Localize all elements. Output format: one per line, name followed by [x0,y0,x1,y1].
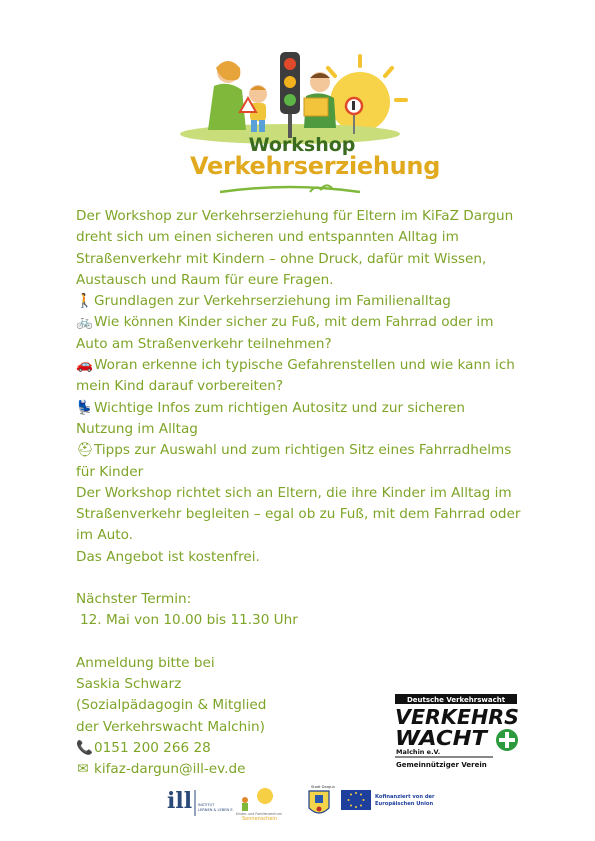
next-date: 12. Mai von 10.00 bis 11.30 Uhr [80,612,298,629]
dargun-crest-icon [309,785,335,813]
contact-role: (Sozialpädagogin & Mitglied [76,697,267,714]
eu-line1: Kofinanziert von der [375,794,435,800]
intro-paragraph: Der Workshop zur Verkehrserziehung für Eltern im KiFaZ Dargun dreht sich um einen sicheren und entspannten Alltag im Straßenverkehr mit Kindern – ohne Druck, dafür mit Wissen, Austausch und Raum für eure Fragen. [76,208,514,288]
topic-text: Woran erkenne ich typische Gefahrenstellen und wie kann ich mein Kind darauf vorbereiten? [76,357,515,395]
phone-icon: 📞 [76,739,93,756]
vw-place: Malchin e.V. [396,748,441,756]
email-link[interactable]: kifaz-dargun@ill-ev.de [94,761,246,778]
contact-name: Saskia Schwarz [76,675,182,692]
topic-text: Grundlagen zur Verkehrserziehung im Familienalltag [94,293,451,310]
contact-role: der Verkehrswacht Malchin) [76,718,265,735]
car-icon: 🚗 [76,357,93,374]
next-date-label: Nächster Termin: [76,591,192,608]
dargun-label: Stadt Dargun [311,785,335,789]
registration-label: Anmeldung bitte bei [76,654,215,671]
ill-logo [167,788,234,816]
eu-flag-icon [341,790,371,810]
ill-line2: LERNEN & LEBEN E. [198,808,234,812]
price-note: Das Angebot ist kostenfrei. [76,548,260,565]
topic-text: Wichtige Infos zum richtigen Autositz und zur sicheren Nutzung im Alltag [76,399,465,437]
phone-number[interactable]: 0151 200 266 28 [94,739,211,756]
verkehrswacht-logo [393,690,523,772]
vw-sub: Gemeinnütziger Verein [396,761,487,769]
topic-item [76,398,526,441]
helmet-icon: ⛑ [76,442,94,459]
sponsor-logos [165,782,445,822]
mother-figure [208,61,246,130]
workshop-title: Workshop [248,134,356,156]
topic-item [76,440,526,483]
topic-item [76,291,526,312]
vw-line2: WACHT [395,726,489,750]
eu-line2: Europäischen Union [375,801,434,807]
topic-item [76,312,526,355]
vw-line1: VERKEHRS [395,705,519,729]
sun-icon [328,56,406,132]
vw-top-text: Deutsche Verkehrswacht [406,696,506,704]
workshop-subtitle: Verkehrserziehung [190,152,441,180]
pedestrian-icon: 🚶 [76,293,93,310]
ill-mark: ill [167,788,193,814]
kifaz-line1: Kinder- und Familienzentrum [236,812,282,816]
green-cross-icon [496,729,518,751]
topic-item [76,355,526,398]
father-figure [304,72,336,128]
envelope-icon: ✉ [77,761,89,778]
kifaz-logo [236,788,282,822]
topic-text: Wie können Kinder sicher zu Fuß, mit dem Fahrrad oder im Auto am Straßenverkehr teilnehmen? [76,314,494,352]
ill-line1: INSTITUT [198,803,215,807]
kifaz-line2: Sonnenschein [242,816,277,822]
audience-paragraph: Der Workshop richtet sich an Eltern, die ihre Kinder im Alltag im Straßenverkehr begleiten – egal ob zu Fuß, mit dem Fahrrad oder im Auto. [76,484,521,544]
car-seat-icon: 💺 [76,399,93,416]
bicycle-icon: 🚲 [76,314,93,331]
topic-text: Tipps zur Auswahl und zum richtigen Sitz eines Fahrradhelms für Kinder [76,442,512,480]
